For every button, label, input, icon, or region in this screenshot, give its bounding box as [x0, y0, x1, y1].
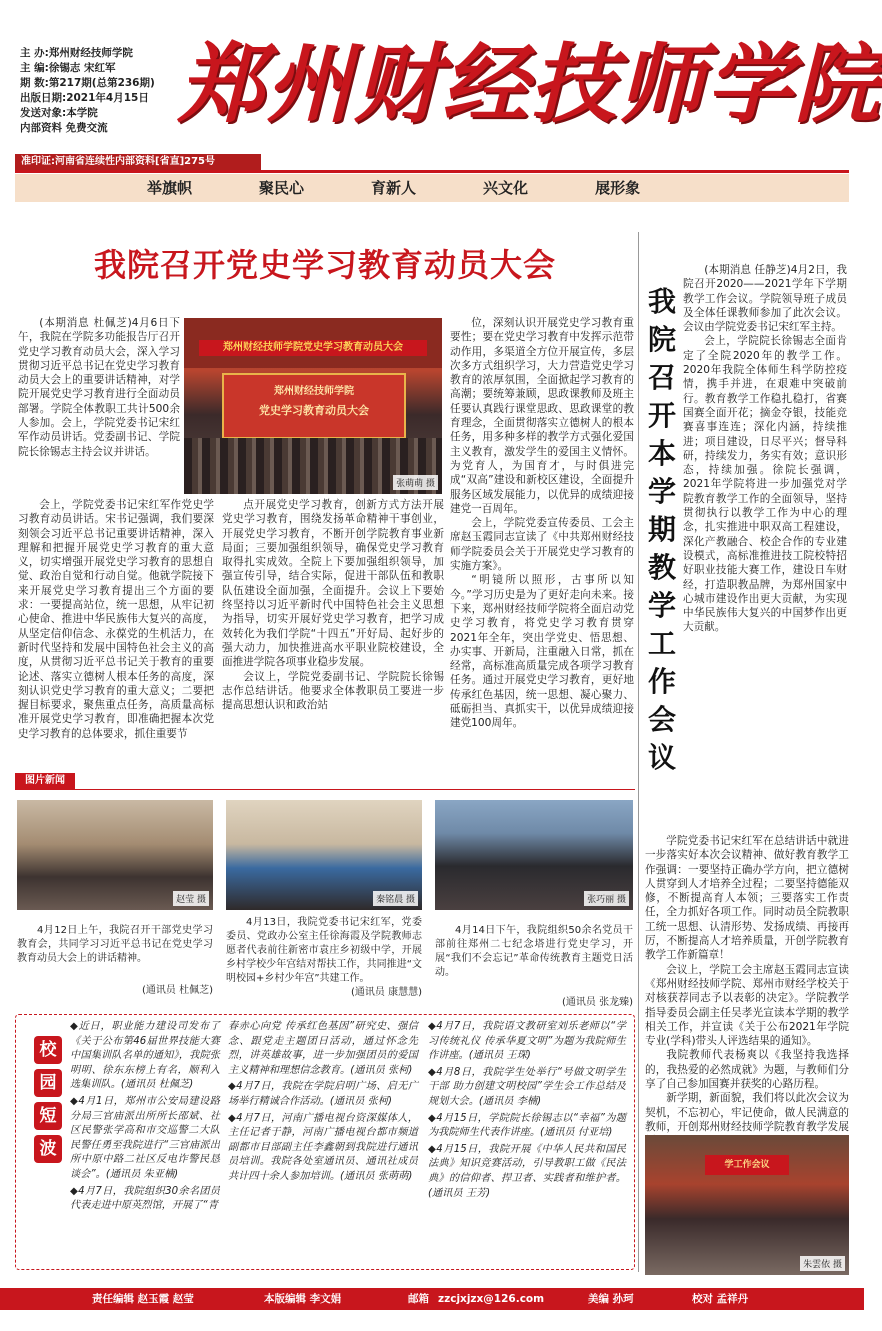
issue-number: 期 数:第217期(总第236期) [20, 77, 155, 89]
badge-char: 园 [34, 1069, 62, 1097]
short-news-col1 [70, 1020, 220, 1264]
side-article-photo [645, 1135, 849, 1275]
picture-news-caption-3 [435, 924, 633, 1010]
footer-bar [0, 1288, 864, 1310]
short-news-item: ◆4月7日，河南广播电视台资深媒体人，主任记者于静，河南广播电视台都市频道副都市目部副主任李鑫朝到我院进行通讯员培训。我院各处室通讯员、通讯社成员共计四十余人参加培训。(通讯员 张萌萌) [228, 1112, 418, 1182]
lead-paragraph: “明镜所以照形，古事所以知今。”学习历史是为了更好走向未来。接下来，郑州财经技师学院将全面启动党史学习教育，将党史学习教育贯穿2021年全年，突出学党史、悟思想、办实事、开新局，注重融入日常，抓在经常，高标准高质量完成各项学习教育任务。通过开展党史学习教育，更好地传承红色基因，统一思想、凝心聚力、砥砺担当、真抓实干，以优异成绩迎接建党100周年。 [450, 574, 634, 730]
side-paragraph: 会上，学院院长徐锡志全面肯定了全院2020年的教学工作。2020年我院全体师生科学防控疫情，携手并进，在艰难中突破前行。教育教学工作稳扎稳打，省赛国赛全面开花；摘金夺银，技能竞赛喜事连连；深化内涵，持续推进；项目建设，日尽平兴；督导科研，持续发力，务实有效；意识形态，持续加强。徐院长强调，2021年学院将进一步加强党对学院教育教学工作的全面领导，坚持贯彻执行以教学工作为中心的理念，扎实推进中职双高工程建设，深化产教融合、校企合作的专业建设模式，高标准推进技工院校特招好职业技能大赛工作，建设日车财经，打造职教品牌，为郑州国家中心城市建设作出更大贡献，为实现中华民族伟大复兴的中国梦作出更大贡献。 [683, 335, 847, 634]
caption-text: 4月13日，我院党委书记宋红军，党委委员、党政办公室主任徐海霞及学院教师志愿者代表前往新密市袁庄乡初级中学，开展乡村学校少年宫结对帮扶工作，共同推进“文明校园+乡村少年宫”共建工作。 [226, 917, 422, 984]
photo-credit: 张巧丽 摄 [584, 891, 629, 906]
footer-email[interactable]: zzcjxjzx@126.com [438, 1293, 545, 1305]
short-news-item: ◆4月1日，郑州市公安局建设路分局三官庙派出所所长邵斌、社区民警张学高和市交巡警二大队民警任勇至我院进行“三官庙派出所中原中路二社区反电诈警民恳谈会”。(通讯员 朱亚楠) [70, 1095, 220, 1180]
slogan-1: 举旗帜 [147, 179, 193, 197]
slogan-3: 育新人 [371, 179, 417, 197]
picture-news-photo-2 [226, 800, 422, 910]
photo-credit: 赵莹 摄 [173, 891, 209, 906]
footer-proofreader: 校对 孟祥丹 [692, 1293, 749, 1305]
short-news-item: ◆4月15日，学院院长徐锡志以“幸福”为题为我院师生代表作讲座。(通讯员 付亚培) [428, 1112, 626, 1139]
picture-news-caption-1 [17, 924, 213, 998]
caption-reporter: (通讯员 杜佩芝) [142, 985, 213, 996]
caption-reporter: (通讯员 张龙臻) [562, 997, 633, 1008]
footer-art-editor: 美编 孙珂 [588, 1293, 634, 1305]
short-news-col3 [428, 1020, 626, 1264]
caption-text: 4月12日上午，我院召开干部党史学习教育会，共同学习习近平总书记在党史学习教育动员大会上的讲话精神。 [17, 925, 213, 964]
picture-news-photo-3 [435, 800, 633, 910]
lead-paragraph: 会上，学院党委书记宋红军作党史学习教育动员讲话。宋书记强调，我们要深刻领会习近平总书记重要讲话精神，深入理解和把握开展党史学习教育的重大意义，切实增强开展党史学习教育的思想自觉、政治自觉和行动自觉。他就学院接下来开展党史学习教育提出三个方面的要求：一要提高站位，统一思想，从牢记初心使命、推进中华民族伟大复兴的高度，从坚定信仰信念、永葆党的生机活力，在新时代坚持和发展中国特色社会主义的高度，从贯彻习近平总书记关于教育的重要论述、落实立德树人根本任务的高度，深刻认识党史学习教育的重大意义；二要把握目标要求，聚焦重点任务，高质量高标准开展党史学习教育，即准确把握本次党史学习教育的总体要求，抓住重要节 [18, 499, 214, 740]
picture-news-caption-2 [226, 916, 422, 1000]
picture-news-tag: 图片新闻 [15, 773, 75, 789]
lead-paragraph: 会议上，学院党委副书记、学院院长徐锡志作总结讲话。他要求全体教职员工要进一步提高思想认识和政治站 [222, 670, 444, 712]
photo-screen-text: 党史学习教育动员大会 [259, 404, 369, 417]
side-paragraph: 学院党委书记宋红军在总结讲话中就进一步落实好本次会议精神、做好教育教学工作强调：一要坚持正确办学方向，把立德树人贯穿到人才培养全过程；二要坚持德能双修，不断提高育人本领；三要落实工作责任，全力抓好各项工作。同时动员全院教职工统一思想、认清形势、发扬成绩、再接再厉，不断提高人才培养质量，开创学院教育教学工作新篇章！ [645, 835, 849, 962]
side-paragraph: 新学期，新面貌，我们将以此次会议为契机，不忘初心，牢记使命，做人民满意的教师，开创郑州财经技师学院教育教学发展 [645, 1092, 849, 1133]
lead-photo [184, 318, 442, 494]
slogan-4: 兴文化 [483, 179, 529, 197]
column-divider [638, 232, 639, 1272]
footer-email-label: 邮箱 [408, 1293, 429, 1305]
short-news-item: ◆4月8日，我院学生处举行“号做文明学生干部 助力创建文明校园”学生会工作总结及规划大会。(通讯员 李楠) [428, 1066, 626, 1107]
badge-char: 校 [34, 1036, 62, 1064]
slogan-5: 展形象 [595, 179, 641, 197]
lead-article-title: 我院召开党史学习教育动员大会 [93, 246, 556, 284]
print-permit: 准印证:河南省连续性内部资料[省直]275号 [15, 154, 261, 170]
short-news-col2 [228, 1020, 418, 1264]
short-news-item: ◆4月7日，我院组织30余名团员代表走进中原英烈馆，开展了“青 [70, 1185, 220, 1212]
photo-credit: 张萌萌 摄 [393, 475, 438, 490]
caption-text: 4月14日下午，我院组织50余名党员干部前往郑州二七纪念塔进行党史学习，开展“我们不会忘记”革命传统教育主题党日活动。 [435, 925, 633, 978]
slogan-bar [15, 174, 849, 202]
photo-banner: 学工作会议 [705, 1155, 789, 1175]
slogan-2: 聚民心 [259, 179, 305, 197]
lead-col3 [450, 316, 634, 766]
photo-credit: 朱雲依 摄 [800, 1256, 845, 1271]
lead-paragraph: 会上，学院党委宣传委员、工会主席赵玉霞同志宣读了《中共郑州财经技师学院委员会关于开展党史学习教育的实施方案》。 [450, 517, 634, 573]
side-article-body-bottom [645, 834, 849, 1134]
lead-col1-top [18, 316, 180, 496]
masthead-divider [15, 170, 849, 173]
distribution: 发送对象:本学院 [20, 107, 98, 119]
publish-date: 出版日期:2021年4月15日 [20, 92, 149, 104]
photo-credit: 秦铭晨 摄 [373, 891, 418, 906]
badge-char: 短 [34, 1102, 62, 1130]
footer-page-editor: 本版编辑 李文娟 [264, 1293, 342, 1305]
side-paragraph: 我院教师代表杨爽以《我坚持我选择的，我热爱的必然成就》为题，与教师们分享了自己参加国赛并获奖的心路历程。 [645, 1049, 849, 1091]
organizer: 主 办:郑州财经技师学院 [20, 47, 133, 59]
short-news-item: ◆4月15日，我院开展《中华人民共和国民法典》知识竞赛活动，引导教职工做《民法典》的信仰者、捍卫者、实践者和维护者。(通讯员 王芳) [428, 1143, 626, 1199]
photo-stage-text: 郑州财经技师学院 [274, 386, 354, 397]
picture-news-photo-1 [17, 800, 213, 910]
picture-news-divider [15, 789, 635, 790]
short-news-item: ◆4月7日，我院在学院启明广场、启无广场举行精诚合作活动。(通讯员 张柯) [228, 1081, 418, 1107]
short-news-item: ◆4月7日，我院语文教研室刘乐老师以“学习传统礼仪 传承华夏文明”为题为我院师生作讲座。(通讯员 王琛) [428, 1021, 626, 1062]
photo-banner: 郑州财经技师学院党史学习教育动员大会 [199, 340, 427, 356]
lead-paragraph: 位，深刻认识开展党史学习教育重要性；要在党史学习教育中发挥示范带动作用，多渠道全方位开展宣传，多层次多方式组织学习，大力营造党史学习教育的浓厚氛围，全面掀起学习教育的高潮；要统筹兼顾，思政课教师及班主任要认真践行课堂思政、思政课堂的教育理念，全面贯彻落实立德树人的根本任务，用多种多样的教学方式强化爱国主义教育，激发学生的爱国主义情怀。为党育人，为国育才，与时俱进完成“双高”建设和新校区建设，全面提升服务区域发展能力，以优异的成绩迎接建党一百周年。 [450, 317, 634, 515]
side-paragraph: (本期消息 任静芝)4月2日，我院召开2020——2021学年下学期教学工作会议。学院领导班子成员及全体任课教师参加了此次会议。会议由学院党委书记宋红军主持。 [683, 264, 847, 334]
lead-col1-bottom [18, 498, 214, 764]
lead-col2 [222, 498, 444, 764]
newspaper-title: 郑州财经技师学院 [178, 34, 882, 135]
editors: 主 编:徐锡志 宋红军 [20, 62, 116, 74]
lead-paragraph: 点开展党史学习教育，创新方式方法开展党史学习教育，围绕发扬革命精神干事创业，开展党史学习教育，不断开创学院教育事业新局面；三要加强组织领导，确保党史学习教育取得扎实成效。全院上下要加强组织领导，加强宣传引导，结合实际，促进干部队伍和教职队伍建设全面加强，全面提升。会议上下要始终坚持以习近平新时代中国特色社会主义思想为指导，切实开展好党史学习教育，把学习成效转化为我们学院“十四五”开好局、起好步的强大动力，加快推进高水平职业院校建设，全面推进学院各项事业稳步发展。 [222, 499, 444, 669]
footer-editor-in-charge: 责任编辑 赵玉霞 赵莹 [92, 1293, 194, 1305]
short-news-item: 春赤心向党 传承红色基因”研究史、强信念、跟党走主题团日活动，通过怀念先烈，讲英雄故事，进一步加强团员的爱国主义精神和理想信念教育。(通讯员 张柯) [228, 1021, 418, 1076]
caption-reporter: (通讯员 康慧慧) [351, 987, 422, 998]
lead-paragraph: (本期消息 杜佩芝)4月6日下午，我院在学院多功能报告厅召开党史学习教育动员大会，深入学习贯彻习近平总书记在党史学习教育动员大会上的重要讲话精神，对学院开展党史学习教育进行全面动员部署。学院全体教职工共计500余人参加。会上，学院党委书记宋红军作动员讲话。党委副书记、学院院长徐锡志主持会议并讲话。 [18, 317, 180, 458]
badge-char: 波 [34, 1135, 62, 1163]
campus-short-news-badge [34, 1036, 62, 1168]
side-article-title: 我院召开本学期教学工作会议 [647, 285, 676, 774]
side-paragraph: 会议上，学院工会主席赵玉霞同志宣读《郑州财经技师学院、郑州市财经学校关于对核获荐同志予以表彰的决定》。学院教学指导委员会副主任吴孝光宣读本学期的教学相关工作，并宣读《关于公布2021年学院专业(学科)带头人评选结果的通知》。 [645, 963, 849, 1048]
short-news-item: ◆近日，职业能力建设司发布了《关于公布第46届世界技能大赛中国集训队名单的通知》，我院张明明、徐东东榜上有名，顺利入选集训队。(通讯员 杜佩芝) [70, 1021, 220, 1091]
internal-note: 内部资料 免费交流 [20, 122, 108, 134]
